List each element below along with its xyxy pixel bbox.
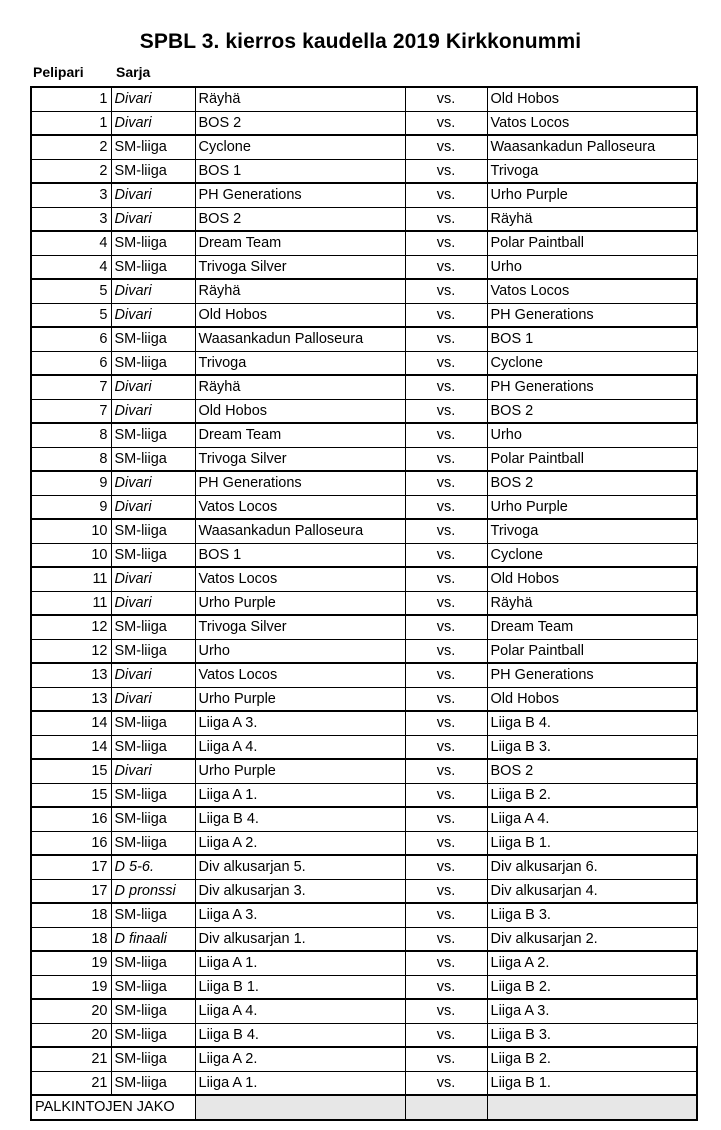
home-team: Vatos Locos (195, 495, 405, 519)
match-series: SM-liiga (111, 951, 195, 975)
home-team: PH Generations (195, 471, 405, 495)
versus-label: vs. (405, 231, 487, 255)
table-row (31, 375, 697, 399)
versus-label: vs. (405, 327, 487, 351)
match-series: SM-liiga (111, 255, 195, 279)
match-number: 16 (31, 831, 111, 855)
match-series: SM-liiga (111, 423, 195, 447)
home-team: Old Hobos (195, 399, 405, 423)
versus-label: vs. (405, 423, 487, 447)
versus-label: vs. (405, 543, 487, 567)
home-team: Div alkusarjan 3. (195, 879, 405, 903)
versus-label: vs. (405, 615, 487, 639)
home-team: BOS 1 (195, 159, 405, 183)
versus-label: vs. (405, 495, 487, 519)
home-team: Dream Team (195, 423, 405, 447)
versus-label: vs. (405, 639, 487, 663)
home-team: Old Hobos (195, 303, 405, 327)
away-team: Liiga B 2. (487, 975, 697, 999)
match-series: SM-liiga (111, 1023, 195, 1047)
match-series: SM-liiga (111, 999, 195, 1023)
versus-label: vs. (405, 735, 487, 759)
match-number: 13 (31, 687, 111, 711)
versus-label: vs. (405, 999, 487, 1023)
table-row (31, 111, 697, 135)
match-number: 5 (31, 303, 111, 327)
match-number: 13 (31, 663, 111, 687)
match-number: 10 (31, 543, 111, 567)
home-team: Vatos Locos (195, 567, 405, 591)
match-series: Divari (111, 687, 195, 711)
match-number: 10 (31, 519, 111, 543)
home-team: Trivoga Silver (195, 615, 405, 639)
table-row (31, 567, 697, 591)
versus-label: vs. (405, 807, 487, 831)
match-number: 18 (31, 903, 111, 927)
match-number: 19 (31, 975, 111, 999)
match-series: Divari (111, 591, 195, 615)
versus-label: vs. (405, 663, 487, 687)
match-series: SM-liiga (111, 903, 195, 927)
versus-label: vs. (405, 831, 487, 855)
versus-label: vs. (405, 855, 487, 879)
away-team: Polar Paintball (487, 447, 697, 471)
away-team: Div alkusarjan 6. (487, 855, 697, 879)
footer-cell-empty (487, 1095, 697, 1120)
table-row (31, 831, 697, 855)
table-row (31, 423, 697, 447)
table-row (31, 279, 697, 303)
versus-label: vs. (405, 351, 487, 375)
versus-label: vs. (405, 927, 487, 951)
table-row (31, 495, 697, 519)
table-row (31, 783, 697, 807)
match-series: Divari (111, 663, 195, 687)
away-team: Liiga A 4. (487, 807, 697, 831)
home-team: Div alkusarjan 5. (195, 855, 405, 879)
versus-label: vs. (405, 399, 487, 423)
home-team: BOS 1 (195, 543, 405, 567)
match-number: 5 (31, 279, 111, 303)
match-series: SM-liiga (111, 447, 195, 471)
home-team: Liiga A 2. (195, 1047, 405, 1071)
versus-label: vs. (405, 783, 487, 807)
versus-label: vs. (405, 567, 487, 591)
match-series: SM-liiga (111, 327, 195, 351)
match-series: SM-liiga (111, 135, 195, 159)
versus-label: vs. (405, 279, 487, 303)
match-series: D pronssi (111, 879, 195, 903)
match-number: 14 (31, 735, 111, 759)
match-number: 3 (31, 183, 111, 207)
match-number: 8 (31, 423, 111, 447)
home-team: Liiga B 1. (195, 975, 405, 999)
match-number: 8 (31, 447, 111, 471)
home-team: Räyhä (195, 279, 405, 303)
match-number: 7 (31, 375, 111, 399)
versus-label: vs. (405, 975, 487, 999)
versus-label: vs. (405, 135, 487, 159)
match-number: 2 (31, 135, 111, 159)
footer-row (31, 1095, 697, 1120)
match-number: 17 (31, 855, 111, 879)
versus-label: vs. (405, 375, 487, 399)
table-row (31, 255, 697, 279)
match-series: Divari (111, 183, 195, 207)
match-series: Divari (111, 207, 195, 231)
match-series: Divari (111, 303, 195, 327)
home-team: Cyclone (195, 135, 405, 159)
match-series: SM-liiga (111, 1047, 195, 1071)
match-series: Divari (111, 111, 195, 135)
match-series: SM-liiga (111, 639, 195, 663)
table-row (31, 231, 697, 255)
match-number: 20 (31, 999, 111, 1023)
away-team: BOS 2 (487, 471, 697, 495)
home-team: Trivoga (195, 351, 405, 375)
match-number: 20 (31, 1023, 111, 1047)
page-title: SPBL 3. kierros kaudella 2019 Kirkkonummi (139, 30, 582, 53)
table-row (31, 447, 697, 471)
versus-label: vs. (405, 303, 487, 327)
table-row (31, 159, 697, 183)
home-team: Vatos Locos (195, 663, 405, 687)
home-team: BOS 2 (195, 111, 405, 135)
versus-label: vs. (405, 183, 487, 207)
away-team: Liiga B 3. (487, 903, 697, 927)
versus-label: vs. (405, 591, 487, 615)
away-team: Trivoga (487, 159, 697, 183)
versus-label: vs. (405, 519, 487, 543)
versus-label: vs. (405, 87, 487, 111)
match-series: SM-liiga (111, 975, 195, 999)
table-row (31, 399, 697, 423)
footer-cell-empty (405, 1095, 487, 1120)
versus-label: vs. (405, 255, 487, 279)
match-series: SM-liiga (111, 831, 195, 855)
away-team: Liiga B 3. (487, 735, 697, 759)
match-series: SM-liiga (111, 519, 195, 543)
home-team: Trivoga Silver (195, 447, 405, 471)
home-team: Liiga A 1. (195, 1071, 405, 1095)
away-team: Div alkusarjan 2. (487, 927, 697, 951)
table-row (31, 879, 697, 903)
match-number: 11 (31, 591, 111, 615)
home-team: Liiga A 3. (195, 711, 405, 735)
versus-label: vs. (405, 111, 487, 135)
match-number: 12 (31, 615, 111, 639)
match-number: 6 (31, 351, 111, 375)
away-team: BOS 2 (487, 759, 697, 783)
away-team: BOS 1 (487, 327, 697, 351)
away-team: Urho (487, 423, 697, 447)
table-row (31, 1023, 697, 1047)
away-team: Vatos Locos (487, 111, 697, 135)
header-sarja: Sarja (116, 64, 151, 80)
match-number: 16 (31, 807, 111, 831)
match-series: SM-liiga (111, 159, 195, 183)
match-number: 19 (31, 951, 111, 975)
table-row (31, 1047, 697, 1071)
match-number: 1 (31, 111, 111, 135)
home-team: Liiga A 1. (195, 951, 405, 975)
away-team: Old Hobos (487, 687, 697, 711)
table-row (31, 1071, 697, 1095)
home-team: Dream Team (195, 231, 405, 255)
away-team: Liiga B 1. (487, 831, 697, 855)
match-number: 21 (31, 1071, 111, 1095)
away-team: Trivoga (487, 519, 697, 543)
away-team: Liiga B 4. (487, 711, 697, 735)
match-number: 17 (31, 879, 111, 903)
match-series: SM-liiga (111, 807, 195, 831)
away-team: PH Generations (487, 303, 697, 327)
schedule-table (30, 86, 698, 1121)
table-row (31, 207, 697, 231)
home-team: PH Generations (195, 183, 405, 207)
match-series: D finaali (111, 927, 195, 951)
match-series: Divari (111, 471, 195, 495)
home-team: Urho (195, 639, 405, 663)
match-number: 15 (31, 759, 111, 783)
match-number: 6 (31, 327, 111, 351)
match-series: Divari (111, 87, 195, 111)
away-team: Polar Paintball (487, 639, 697, 663)
home-team: Trivoga Silver (195, 255, 405, 279)
table-row (31, 735, 697, 759)
match-series: SM-liiga (111, 351, 195, 375)
match-series: SM-liiga (111, 1071, 195, 1095)
table-row (31, 663, 697, 687)
home-team: Räyhä (195, 87, 405, 111)
versus-label: vs. (405, 711, 487, 735)
match-number: 11 (31, 567, 111, 591)
match-series: Divari (111, 567, 195, 591)
match-number: 2 (31, 159, 111, 183)
away-team: Waasankadun Palloseura (487, 135, 697, 159)
match-number: 21 (31, 1047, 111, 1071)
home-team: Liiga B 4. (195, 1023, 405, 1047)
table-row (31, 855, 697, 879)
table-row (31, 807, 697, 831)
match-number: 4 (31, 231, 111, 255)
home-team: Liiga A 2. (195, 831, 405, 855)
footer-cell-empty (195, 1095, 405, 1120)
away-team: Räyhä (487, 591, 697, 615)
table-row (31, 591, 697, 615)
table-row (31, 711, 697, 735)
versus-label: vs. (405, 903, 487, 927)
match-series: D 5-6. (111, 855, 195, 879)
versus-label: vs. (405, 1071, 487, 1095)
match-number: 18 (31, 927, 111, 951)
away-team: Polar Paintball (487, 231, 697, 255)
home-team: Liiga A 3. (195, 903, 405, 927)
table-row (31, 183, 697, 207)
match-series: Divari (111, 759, 195, 783)
away-team: Liiga B 2. (487, 1047, 697, 1071)
away-team: Div alkusarjan 4. (487, 879, 697, 903)
away-team: Cyclone (487, 543, 697, 567)
table-row (31, 759, 697, 783)
home-team: Liiga A 1. (195, 783, 405, 807)
home-team: Liiga A 4. (195, 735, 405, 759)
table-row (31, 927, 697, 951)
table-row (31, 615, 697, 639)
table-row (31, 951, 697, 975)
match-series: Divari (111, 399, 195, 423)
match-number: 14 (31, 711, 111, 735)
away-team: Old Hobos (487, 567, 697, 591)
versus-label: vs. (405, 1023, 487, 1047)
versus-label: vs. (405, 687, 487, 711)
match-series: Divari (111, 495, 195, 519)
match-series: SM-liiga (111, 711, 195, 735)
table-row (31, 471, 697, 495)
table-row (31, 87, 697, 111)
away-team: Urho Purple (487, 183, 697, 207)
home-team: Waasankadun Palloseura (195, 519, 405, 543)
versus-label: vs. (405, 1047, 487, 1071)
home-team: Div alkusarjan 1. (195, 927, 405, 951)
table-row (31, 543, 697, 567)
table-row (31, 303, 697, 327)
away-team: Liiga B 1. (487, 1071, 697, 1095)
match-number: 12 (31, 639, 111, 663)
away-team: Liiga A 2. (487, 951, 697, 975)
home-team: Urho Purple (195, 759, 405, 783)
table-row (31, 903, 697, 927)
table-row (31, 351, 697, 375)
home-team: BOS 2 (195, 207, 405, 231)
table-row (31, 687, 697, 711)
match-number: 7 (31, 399, 111, 423)
home-team: Liiga B 4. (195, 807, 405, 831)
match-series: Divari (111, 279, 195, 303)
match-series: SM-liiga (111, 615, 195, 639)
match-number: 9 (31, 471, 111, 495)
table-row (31, 135, 697, 159)
versus-label: vs. (405, 951, 487, 975)
table-row (31, 975, 697, 999)
table-row (31, 639, 697, 663)
versus-label: vs. (405, 759, 487, 783)
match-number: 3 (31, 207, 111, 231)
away-team: Urho (487, 255, 697, 279)
away-team: PH Generations (487, 375, 697, 399)
versus-label: vs. (405, 879, 487, 903)
versus-label: vs. (405, 159, 487, 183)
versus-label: vs. (405, 471, 487, 495)
match-number: 4 (31, 255, 111, 279)
home-team: Liiga A 4. (195, 999, 405, 1023)
footer-label: PALKINTOJEN JAKO (31, 1095, 195, 1120)
table-row (31, 519, 697, 543)
away-team: Dream Team (487, 615, 697, 639)
away-team: Urho Purple (487, 495, 697, 519)
home-team: Urho Purple (195, 687, 405, 711)
home-team: Urho Purple (195, 591, 405, 615)
away-team: Liiga B 2. (487, 783, 697, 807)
match-series: SM-liiga (111, 783, 195, 807)
table-row (31, 999, 697, 1023)
versus-label: vs. (405, 447, 487, 471)
home-team: Waasankadun Palloseura (195, 327, 405, 351)
versus-label: vs. (405, 207, 487, 231)
match-series: Divari (111, 375, 195, 399)
table-row (31, 327, 697, 351)
match-number: 1 (31, 87, 111, 111)
match-series: SM-liiga (111, 735, 195, 759)
away-team: PH Generations (487, 663, 697, 687)
away-team: Liiga A 3. (487, 999, 697, 1023)
match-series: SM-liiga (111, 231, 195, 255)
away-team: Old Hobos (487, 87, 697, 111)
away-team: Vatos Locos (487, 279, 697, 303)
match-number: 15 (31, 783, 111, 807)
away-team: Cyclone (487, 351, 697, 375)
away-team: Räyhä (487, 207, 697, 231)
schedule-body (31, 87, 697, 1095)
match-series: SM-liiga (111, 543, 195, 567)
home-team: Räyhä (195, 375, 405, 399)
away-team: Liiga B 3. (487, 1023, 697, 1047)
match-number: 9 (31, 495, 111, 519)
header-pelipari: Pelipari (33, 64, 84, 80)
away-team: BOS 2 (487, 399, 697, 423)
